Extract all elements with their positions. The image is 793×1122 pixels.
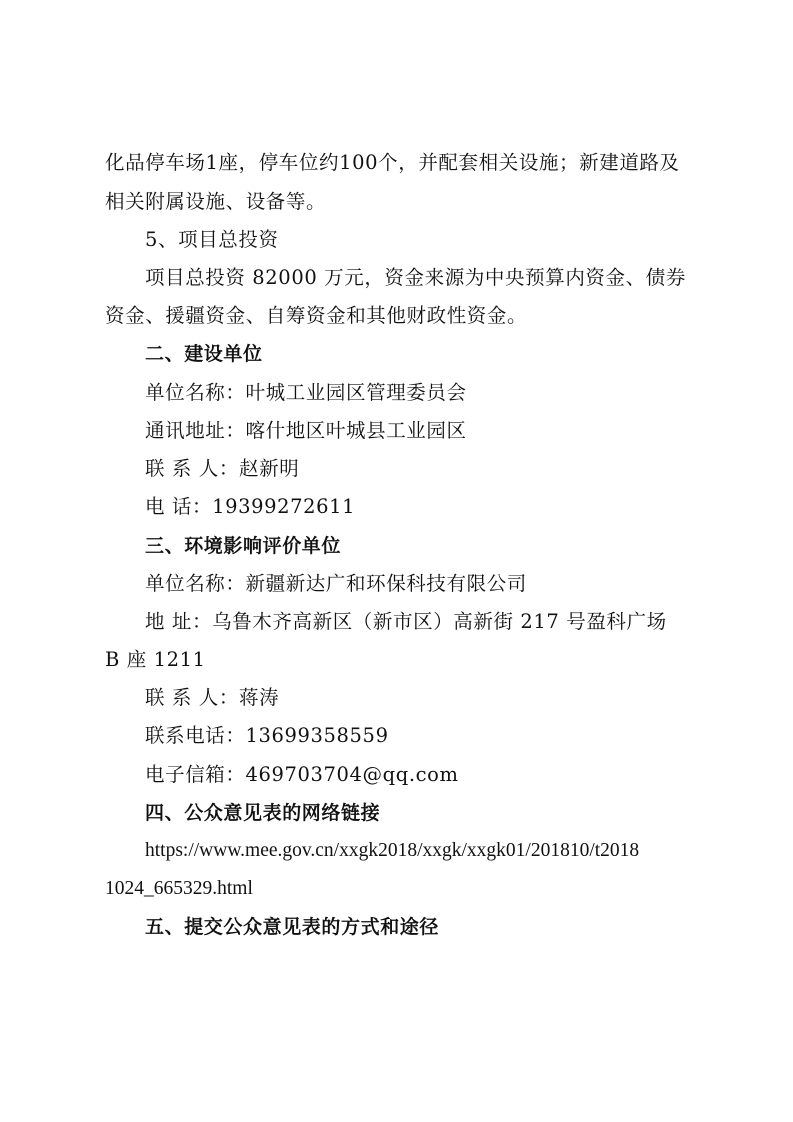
subsection-heading: 5、项目总投资 [145, 228, 279, 251]
feedback-form-url-continued: 1024_665329.html [105, 878, 253, 899]
section-heading-feedback-link: 四、公众意见表的网络链接 [145, 802, 381, 824]
section-heading-eia-unit: 三、环境影响评价单位 [145, 535, 342, 557]
feedback-form-url: https://www.mee.gov.cn/xxgk2018/xxgk/xxgk01/201810/t2018 [145, 840, 640, 861]
contact-person: 联 系 人：赵新明 [145, 457, 300, 480]
paragraph-line: 资金、援疆资金、自筹资金和其他财政性资金。 [105, 304, 528, 327]
eia-address-continued: B 座 1211 [105, 648, 206, 671]
phone: 电 话：19399272611 [145, 495, 356, 518]
eia-address: 地 址：乌鲁木齐高新区（新市区）高新街 217 号盈科广场 [145, 610, 667, 633]
eia-email: 电子信箱：469703704@qq.com [145, 763, 459, 786]
eia-contact-person: 联 系 人：蒋涛 [145, 686, 280, 709]
paragraph-line: 化品停车场1座，停车位约100个，并配套相关设施；新建道路及 [105, 151, 680, 174]
eia-contact-phone: 联系电话：13699358559 [145, 724, 389, 747]
paragraph-line: 相关附属设施、设备等。 [105, 190, 327, 213]
eia-unit-name: 单位名称：新疆新达广和环保科技有限公司 [145, 572, 527, 595]
unit-name: 单位名称：叶城工业园区管理委员会 [145, 381, 467, 404]
mailing-address: 通讯地址：喀什地区叶城县工业园区 [145, 419, 467, 442]
section-heading-submission-method: 五、提交公众意见表的方式和途径 [145, 916, 440, 938]
section-heading-construction-unit: 二、建设单位 [145, 343, 263, 365]
paragraph-line: 项目总投资 82000 万元，资金来源为中央预算内资金、债券 [145, 266, 686, 289]
